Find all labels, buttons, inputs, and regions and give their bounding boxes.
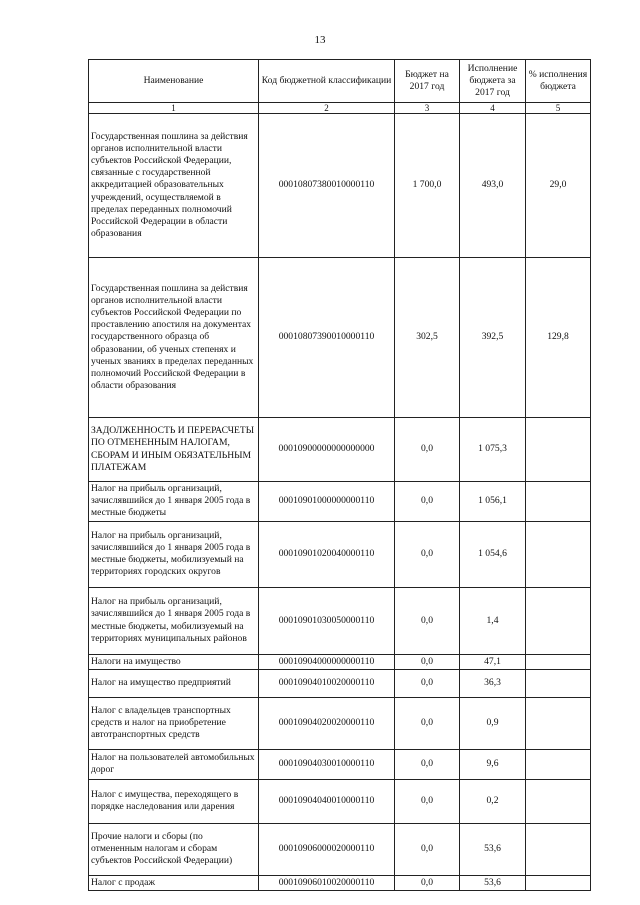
row-budget: 0,0 bbox=[395, 697, 460, 749]
row-name: Налог с продаж bbox=[89, 875, 259, 890]
row-name: Государственная пошлина за действия органов исполнительной власти субъектов Российской Федерации, связанные с государственной аккредитацией образовательных учреждений, осуществляемой в пределах переданных полномочий Российской Федерации в области образования bbox=[89, 114, 259, 258]
row-budget: 0,0 bbox=[395, 669, 460, 697]
row-percent bbox=[526, 521, 591, 587]
column-number: 1 bbox=[89, 103, 259, 114]
row-name: Налог с имущества, переходящего в порядке наследования или дарения bbox=[89, 779, 259, 823]
row-name: Налог с владельцев транспортных средств и налог на приобретение автотранспортных средств bbox=[89, 697, 259, 749]
row-code: 00010904000000000110 bbox=[259, 654, 395, 669]
table-row bbox=[89, 587, 591, 654]
row-execution: 53,6 bbox=[460, 823, 526, 875]
row-percent: 29,0 bbox=[526, 114, 591, 258]
row-percent bbox=[526, 779, 591, 823]
row-budget: 0,0 bbox=[395, 749, 460, 779]
row-execution: 493,0 bbox=[460, 114, 526, 258]
column-header: % исполнения бюджета bbox=[526, 60, 591, 103]
column-header: Код бюджетной классификации bbox=[259, 60, 395, 103]
row-execution: 392,5 bbox=[460, 258, 526, 418]
row-execution: 47,1 bbox=[460, 654, 526, 669]
budget-table bbox=[88, 59, 591, 891]
row-execution: 36,3 bbox=[460, 669, 526, 697]
row-percent bbox=[526, 875, 591, 890]
row-percent bbox=[526, 749, 591, 779]
table-row bbox=[89, 875, 591, 890]
row-budget: 0,0 bbox=[395, 521, 460, 587]
row-code: 00010906010020000110 bbox=[259, 875, 395, 890]
row-name: Налог на пользователей автомобильных дорог bbox=[89, 749, 259, 779]
row-execution: 9,6 bbox=[460, 749, 526, 779]
row-code: 00010901000000000110 bbox=[259, 482, 395, 522]
row-percent: 129,8 bbox=[526, 258, 591, 418]
row-execution: 53,6 bbox=[460, 875, 526, 890]
row-budget: 0,0 bbox=[395, 779, 460, 823]
row-name: ЗАДОЛЖЕННОСТЬ И ПЕРЕРАСЧЕТЫ ПО ОТМЕНЕННЫМ НАЛОГАМ, СБОРАМ И ИНЫМ ОБЯЗАТЕЛЬНЫМ ПЛАТЕЖАМ bbox=[89, 418, 259, 482]
column-number: 2 bbox=[259, 103, 395, 114]
column-number: 4 bbox=[460, 103, 526, 114]
table-row bbox=[89, 654, 591, 669]
row-percent bbox=[526, 587, 591, 654]
column-number: 5 bbox=[526, 103, 591, 114]
row-code: 00010900000000000000 bbox=[259, 418, 395, 482]
row-budget: 0,0 bbox=[395, 654, 460, 669]
row-code: 00010807380010000110 bbox=[259, 114, 395, 258]
row-budget: 0,0 bbox=[395, 587, 460, 654]
column-number: 3 bbox=[395, 103, 460, 114]
table-row bbox=[89, 749, 591, 779]
row-percent bbox=[526, 482, 591, 522]
column-number-row bbox=[89, 103, 591, 114]
row-percent bbox=[526, 418, 591, 482]
row-execution: 1 056,1 bbox=[460, 482, 526, 522]
row-budget: 0,0 bbox=[395, 418, 460, 482]
row-code: 00010901030050000110 bbox=[259, 587, 395, 654]
row-budget: 0,0 bbox=[395, 482, 460, 522]
table-header-row bbox=[89, 60, 591, 103]
column-header: Исполнение бюджета за 2017 год bbox=[460, 60, 526, 103]
row-name: Государственная пошлина за действия органов исполнительной власти субъектов Российской Федерации по проставлению апостиля на документах государственного образца об образовании, об ученых степенях и ученых званиях в пределах переданных полномочий Российской Федерации в области образования bbox=[89, 258, 259, 418]
row-percent bbox=[526, 823, 591, 875]
row-name: Налог на прибыль организаций, зачислявшийся до 1 января 2005 года в местные бюджеты, мобилизуемый на территориях муниципальных районов bbox=[89, 587, 259, 654]
row-percent bbox=[526, 697, 591, 749]
table-row bbox=[89, 114, 591, 258]
table-row bbox=[89, 823, 591, 875]
row-percent bbox=[526, 669, 591, 697]
row-execution: 1 054,6 bbox=[460, 521, 526, 587]
row-budget: 0,0 bbox=[395, 823, 460, 875]
table-row bbox=[89, 521, 591, 587]
row-name: Прочие налоги и сборы (по отмененным налогам и сборам субъектов Российской Федерации) bbox=[89, 823, 259, 875]
row-budget: 1 700,0 bbox=[395, 114, 460, 258]
row-code: 00010904020020000110 bbox=[259, 697, 395, 749]
table-row bbox=[89, 697, 591, 749]
row-name: Налоги на имущество bbox=[89, 654, 259, 669]
row-code: 00010901020040000110 bbox=[259, 521, 395, 587]
row-code: 00010904040010000110 bbox=[259, 779, 395, 823]
row-name: Налог на прибыль организаций, зачислявшийся до 1 января 2005 года в местные бюджеты bbox=[89, 482, 259, 522]
row-code: 00010904030010000110 bbox=[259, 749, 395, 779]
row-execution: 1 075,3 bbox=[460, 418, 526, 482]
row-execution: 0,9 bbox=[460, 697, 526, 749]
row-budget: 302,5 bbox=[395, 258, 460, 418]
column-header: Бюджет на 2017 год bbox=[395, 60, 460, 103]
table-row bbox=[89, 779, 591, 823]
row-execution: 0,2 bbox=[460, 779, 526, 823]
table-row bbox=[89, 669, 591, 697]
row-code: 00010904010020000110 bbox=[259, 669, 395, 697]
page-number: 13 bbox=[314, 34, 326, 46]
row-code: 00010906000020000110 bbox=[259, 823, 395, 875]
row-code: 00010807390010000110 bbox=[259, 258, 395, 418]
row-name: Налог на прибыль организаций, зачислявшийся до 1 января 2005 года в местные бюджеты, мобилизуемый на территориях городских округов bbox=[89, 521, 259, 587]
table-row bbox=[89, 258, 591, 418]
table-row bbox=[89, 482, 591, 522]
row-budget: 0,0 bbox=[395, 875, 460, 890]
row-percent bbox=[526, 654, 591, 669]
row-name: Налог на имущество предприятий bbox=[89, 669, 259, 697]
table-row bbox=[89, 418, 591, 482]
column-header: Наименование bbox=[89, 60, 259, 103]
row-execution: 1,4 bbox=[460, 587, 526, 654]
